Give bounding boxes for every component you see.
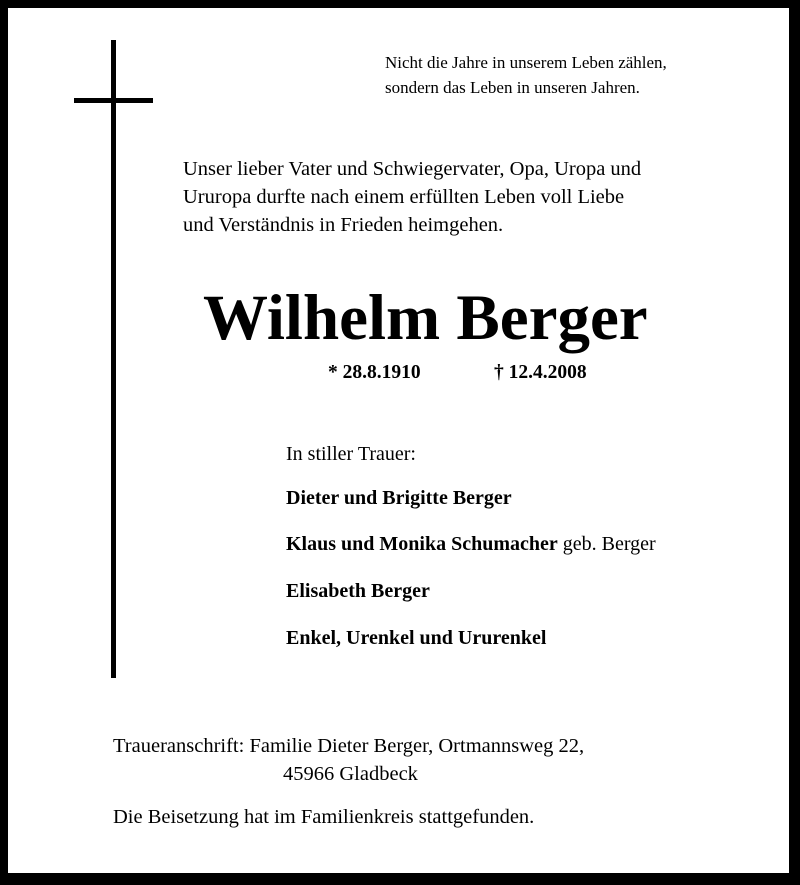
deceased-name: Wilhelm Berger bbox=[203, 282, 648, 354]
address-line-2: 45966 Gladbeck bbox=[283, 763, 418, 785]
cross-icon-horizontal-bar bbox=[74, 98, 153, 103]
intro-line-2: Ururopa durfte nach einem erfüllten Leben voll Liebe bbox=[183, 186, 625, 208]
address-line-1: Traueranschrift: Familie Dieter Berger, Ortmannsweg 22, bbox=[113, 735, 585, 757]
death-date: † 12.4.2008 bbox=[494, 362, 587, 383]
mourners-heading: In stiller Trauer: bbox=[286, 443, 416, 465]
burial-note: Die Beisetzung hat im Familienkreis stattgefunden. bbox=[113, 806, 535, 828]
mourner-entry-2-suffix: geb. Berger bbox=[557, 533, 656, 555]
cross-icon-vertical-bar bbox=[111, 40, 116, 678]
mourner-entry-4: Enkel, Urenkel und Ururenkel bbox=[286, 627, 547, 649]
mourner-entry-2 bbox=[286, 530, 656, 558]
mourner-entry-2-name: Klaus und Monika Schumacher bbox=[286, 533, 558, 555]
motto-line-2: sondern das Leben in unseren Jahren. bbox=[385, 78, 640, 97]
mourner-entry-1: Dieter und Brigitte Berger bbox=[286, 487, 512, 509]
intro-text bbox=[183, 155, 783, 239]
motto-line-1: Nicht die Jahre in unserem Leben zählen, bbox=[385, 53, 667, 72]
mourner-entry-3: Elisabeth Berger bbox=[286, 580, 430, 602]
intro-line-3: und Verständnis in Frieden heimgehen. bbox=[183, 214, 504, 236]
intro-line-1: Unser lieber Vater und Schwiegervater, Opa, Uropa und bbox=[183, 158, 642, 180]
mourning-address bbox=[113, 732, 773, 788]
birth-date: * 28.8.1910 bbox=[328, 362, 421, 383]
motto-quote bbox=[385, 50, 785, 100]
